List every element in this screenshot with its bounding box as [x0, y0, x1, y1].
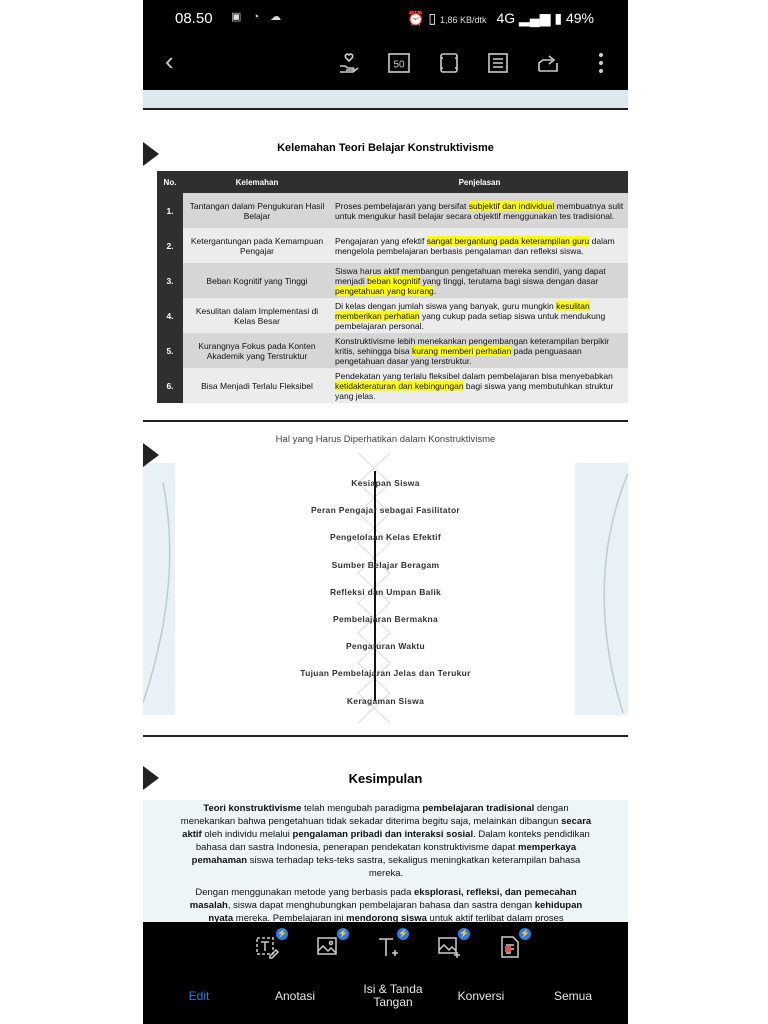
- table-row: [157, 298, 628, 333]
- row-number: 1.: [157, 193, 183, 228]
- page-divider: [143, 420, 628, 422]
- tab-isi-tanda-tangan[interactable]: Isi & Tanda Tangan: [363, 982, 423, 1009]
- highlight: ketidakteraturan dan kebingungan: [335, 380, 464, 391]
- table-row: [157, 228, 628, 263]
- status-time: 08.50: [175, 10, 213, 27]
- highlight: sangat bergantung pada keterampilan guru: [426, 235, 590, 246]
- row-explanation: Siswa harus aktif membangun pengetahuan mereka sendiri, yang dapat menjadi beban kognitif yang tinggi, terutama bagi siswa dengan dasar pengetahuan yang kurang.: [331, 263, 628, 298]
- diagram-item: Pembelajaran Bermakna: [332, 614, 439, 624]
- tab-anotasi[interactable]: Anotasi: [274, 988, 316, 1003]
- notification-icons: ▣ ◔ ☁: [231, 11, 286, 23]
- network-type: 4G: [496, 10, 516, 26]
- premium-badge-icon: ⚡: [338, 929, 348, 938]
- conclusion-paragraph-2: Dengan menggunakan metode yang berbasis pada eksplorasi, refleksi, dan pemecahan masalah, siswa dapat menghubungkan pembelajaran bahasa dan sastra dengan kehidupan nyata mereka. Pembelajaran ini mendorong siswa untuk aktif terlibat dalam proses: [189, 887, 583, 922]
- row-number: 5.: [157, 333, 183, 368]
- row-weakness: Tantangan dalam Pengukuran Hasil Belajar: [183, 193, 331, 228]
- weakness-table: [157, 171, 628, 403]
- table-row: [157, 333, 628, 368]
- row-number: 2.: [157, 228, 183, 263]
- diagram-item: Keragaman Siswa: [346, 695, 425, 706]
- back-icon[interactable]: ‹: [165, 46, 174, 76]
- status-bar: [143, 0, 628, 36]
- diagram-item: Refleksi dan Umpan Balik: [329, 586, 442, 597]
- tab-semua[interactable]: Semua: [553, 988, 593, 1003]
- col-header-no: No.: [157, 171, 183, 193]
- row-weakness: Ketergantungan pada Kemampuan Pengajar: [183, 228, 331, 263]
- net-speed: 1,86 KB/dtk: [439, 15, 487, 25]
- crop-icon[interactable]: [437, 51, 461, 75]
- row-number: 4.: [157, 298, 183, 333]
- diagram-page: [143, 423, 628, 735]
- highlight: kesulitan memberikan perhatian: [335, 300, 590, 321]
- conclusion-title: Kesimpulan: [348, 771, 423, 786]
- table-row: [157, 368, 628, 403]
- diagram-item: Sumber Belajar Beragam: [331, 559, 440, 570]
- page-divider: [143, 735, 628, 737]
- status-right: [407, 10, 594, 27]
- premium-badge-icon: ⚡: [520, 929, 530, 938]
- row-explanation: Proses pembelajaran yang bersifat subjektif dan individual membuatnya sulit untuk mengukur hasil belajar secara objektif menggunakan tes tradisional.: [331, 193, 628, 228]
- row-explanation: Pengajaran yang efektif sangat bergantung pada keterampilan guru dalam mengelola pembelajaran berbasis pengalaman dan refleksi siswa.: [331, 228, 628, 263]
- document-viewer[interactable]: [143, 90, 628, 922]
- reader-mode-icon[interactable]: [486, 51, 510, 75]
- phone-screen: [143, 0, 628, 1024]
- share-icon[interactable]: [536, 51, 560, 75]
- signal-icon: ▂▄▆: [519, 10, 551, 26]
- add-image-icon[interactable]: [436, 929, 469, 960]
- add-text-icon[interactable]: [375, 929, 408, 960]
- row-explanation: Di kelas dengan jumlah siswa yang banyak, guru mungkin kesulitan memberikan perhatian yang cukup pada setiap siswa untuk mendukung pembelajaran personal.: [331, 298, 628, 333]
- top-toolbar: [143, 36, 628, 90]
- row-weakness: Kurangnya Fokus pada Konten Akademik yang Terstruktur: [183, 333, 331, 368]
- row-explanation: Konstruktivisme lebih menekankan pengembangan keterampilan berpikir kritis, sehingga bisa kurang memberi perhatian pada penguasaan pengetahuan dasar yang terstruktur.: [331, 333, 628, 368]
- diagram-item: Kesiapan Siswa: [351, 478, 420, 488]
- highlight: subjektif dan individual: [468, 200, 555, 211]
- col-header-kelemahan: Kelemahan: [183, 171, 331, 193]
- more-icon[interactable]: [589, 51, 613, 75]
- tab-konversi[interactable]: Konversi: [457, 988, 505, 1003]
- svg-text:50: 50: [393, 59, 405, 71]
- table-page: [143, 110, 628, 420]
- edit-text-icon[interactable]: [254, 929, 287, 960]
- premium-badge-icon: ⚡: [398, 929, 408, 938]
- pdf-edit-icon[interactable]: [497, 929, 530, 960]
- previous-page-edge: [143, 90, 628, 108]
- diagram-item: Peran Pengajar sebagai Fasilitator: [310, 505, 461, 516]
- row-weakness: Kesulitan dalam Implementasi di Kelas Besar: [183, 298, 331, 333]
- table-header-row: [157, 171, 628, 193]
- premium-badge-icon: ⚡: [459, 929, 469, 938]
- battery-level: 49%: [565, 10, 594, 26]
- alarm-icon: ⏰: [407, 10, 425, 26]
- row-weakness: Beban Kognitif yang Tinggi: [183, 263, 331, 298]
- col-header-penjelasan: Penjelasan: [331, 171, 628, 193]
- diagram-item: Pengelolaan Kelas Efektif: [330, 532, 441, 543]
- tab-edit[interactable]: Edit: [188, 988, 210, 1003]
- diagram-item: Tujuan Pembelajaran Jelas dan Terukur: [300, 668, 471, 679]
- table-row: [157, 263, 628, 298]
- diagram-title: Hal yang Harus Diperhatikan dalam Konstruktivisme: [275, 434, 496, 445]
- premium-badge-icon: ⚡: [277, 929, 287, 938]
- page-count-icon[interactable]: [387, 51, 411, 75]
- row-explanation: Pendekatan yang terlalu fleksibel dalam pembelajaran bisa menyebabkan ketidakteraturan dan kebingungan bagi siswa yang membutuhkan struktur yang jelas.: [331, 368, 628, 403]
- table-row: [157, 193, 628, 228]
- bottom-tool-strip: [143, 922, 628, 968]
- highlight: pengetahuan yang kurang: [335, 285, 434, 296]
- edit-image-icon[interactable]: [315, 929, 348, 960]
- diagram-item: Pengaturan Waktu: [345, 641, 426, 652]
- bottom-tab-bar: [143, 968, 628, 1024]
- highlight: kurang memberi perhatian: [412, 345, 512, 356]
- conclusion-paragraph-1: Teori konstruktivisme telah mengubah paradigma pembelajaran tradisional dengan menekankan bahwa pengetahuan tidak sekadar diterima begitu saja, melainkan dibangun secara aktif oleh individu melalui pengalaman pribadi dan interaksi sosial. Dalam konteks pendidikan bahasa dan sastra Indonesia, penerapan pendekatan konstruktivisme dapat memperkaya pemahaman siswa terhadap teks-teks sastra, sekaligus meningkatkan keterampilan bahasa mereka.: [180, 803, 592, 879]
- row-number: 6.: [157, 368, 183, 403]
- row-weakness: Bisa Menjadi Terlalu Fleksibel: [183, 368, 331, 403]
- battery-icon: ▮: [554, 10, 563, 26]
- table-title: Kelemahan Teori Belajar Konstruktivisme: [277, 142, 494, 154]
- hand-heart-icon[interactable]: [337, 51, 361, 75]
- row-number: 3.: [157, 263, 183, 298]
- conclusion-page: [143, 738, 628, 922]
- vibrate-icon: ▯: [428, 10, 437, 26]
- highlight: beban kognitif: [367, 275, 421, 286]
